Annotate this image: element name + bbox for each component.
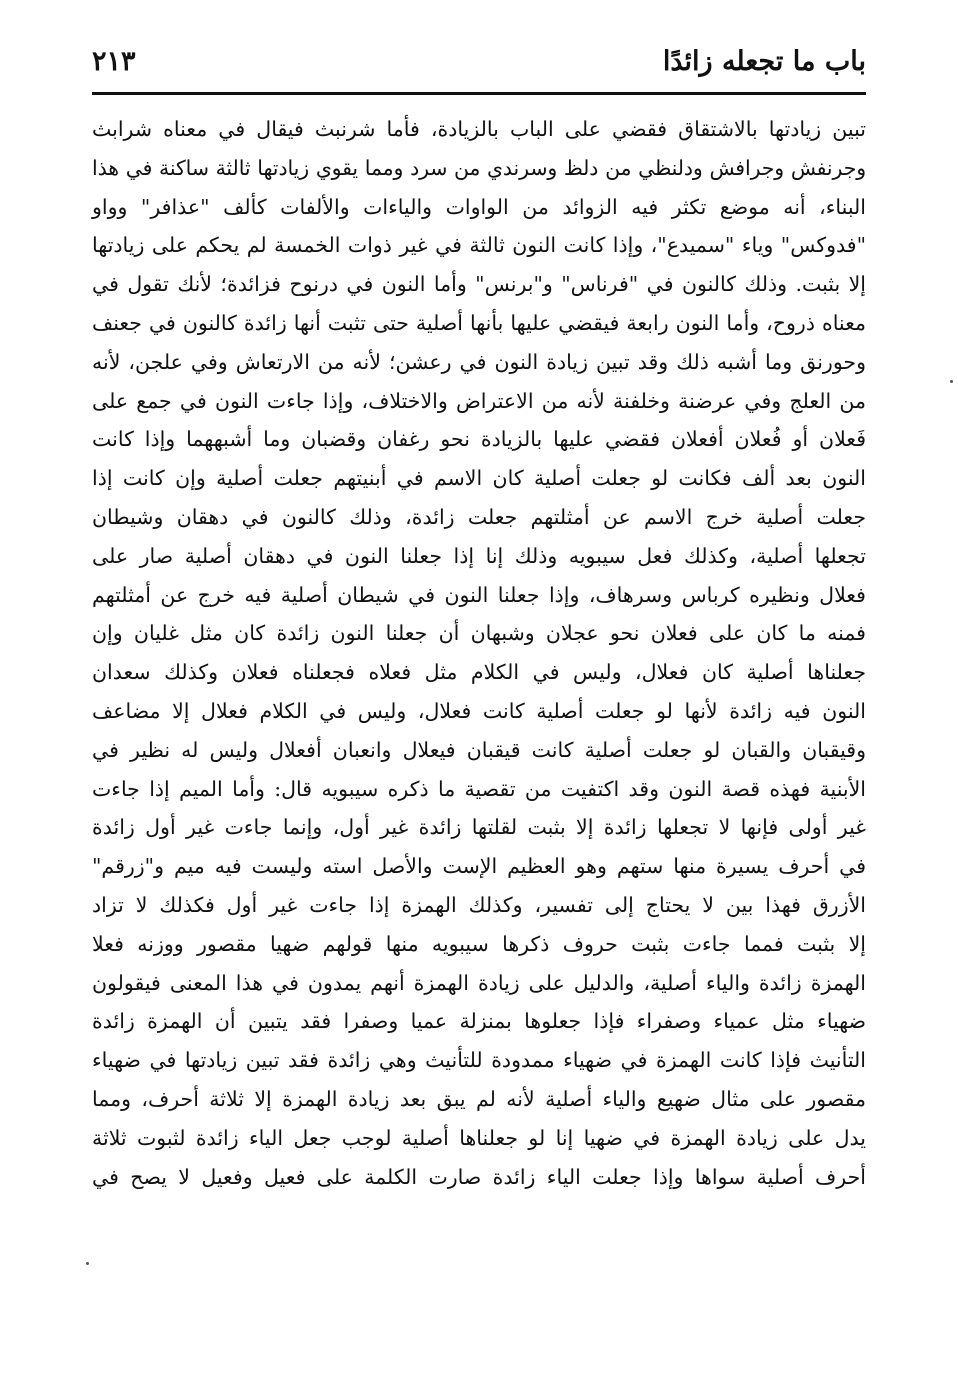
text-line: وحورنق وما أشبه ذلك وقد تبين زيادة النون في رعشن؛ لأنه من الارتعاش وفي علجن، لأنه [92, 349, 866, 374]
text-line: تجعلها أصلية، وكذلك فعل سيبويه وذلك إنا إذا جعلنا النون في دهقان أصلية صار على [92, 543, 866, 568]
text-line: أحرف أصلية سواها وإذا جعلت الياء زائدة صارت الكلمة على فعيل وفعيل لا يصح في [92, 1164, 866, 1189]
scan-speck [86, 1262, 89, 1265]
text-line: فمنه ما كان على فعلان نحو عجلان وشبهان أن جعلنا النون زائدة كان مثل غليان وإن [92, 621, 866, 646]
text-line: من العلج وفي عرضنة وخلفنة لأنه من الاعتراض والاختلاف، وإذا جاءت النون في جمع على [92, 388, 866, 413]
chapter-title: باب ما تجعله زائدًا [662, 46, 866, 77]
text-line: غير أولى فإنها لا تجعلها زائدة إلا بثبت لقلتها زائدة غير أول، وإنما جاءت غير أول زائدة [92, 815, 866, 840]
text-line: الهمزة زائدة والياء أصلية، والدليل على زيادة الهمزة أنهم يمدون في هذا المعنى فيقولون [92, 970, 866, 995]
text-line: النون فيه زائدة لأنها لو جعلت أصلية كانت فعلال، وليس في الكلام فعلال إلا مضاعف [92, 698, 866, 723]
body-text [92, 110, 866, 1196]
page-header [92, 36, 866, 88]
page-number: ٢١٣ [92, 46, 136, 77]
text-line: جعلت أصلية خرج الاسم عن أمثلتهم جعلت زائدة، وذلك كالنون في دهقان وشيطان [92, 504, 866, 529]
scan-speck [950, 380, 953, 383]
text-line: فَعلان أو فُعلان أفعلان فقضي عليها بالزيادة نحو رغفان وقضبان وما أشبههما وإذا كانت [92, 427, 866, 452]
text-line: جعلناها أصلية كان فعلال، وليس في الكلام مثل فعلاه فجعلناه فعلان وكذلك سعدان [92, 660, 866, 685]
text-line: "فدوكس" وياء "سميدع"، وإذا كانت النون ثالثة في غير ذوات الخمسة لم يحكم على زيادتها [92, 233, 866, 258]
text-line: تبين زيادتها بالاشتقاق فقضي على الباب بالزيادة، فأما شرنبث فيقال في معناه شرابث [92, 117, 866, 141]
text-line: وقيقبان والقبان لو جعلت أصلية كانت قيقبان فيعلال وانعبان أفعلال وليس له نظير في [92, 737, 866, 762]
text-line: يدل على زيادة الهمزة في ضهيا إنا لو جعلناها أصلية لوجب جعل الياء زائدة لثبوت ثلاثة [92, 1125, 866, 1150]
text-line: ضهياء مثل عمياء وصفراء فإذا جعلوها بمنزلة عميا وصفرا فقد يتبين أن الهمزة زائدة [92, 1009, 866, 1034]
header-rule [92, 92, 866, 95]
text-line: الأزرق فهذا بين لا يحتاج إلى تفسير، وكذلك الهمزة إذا جاءت غير أول فكذلك لا تزاد [92, 892, 866, 917]
text-line: فعلال ونظيره كرباس وسرهاف، وإذا جعلنا النون في شيطان أصلية فيه خرج عن أمثلتهم [92, 582, 866, 607]
text-line: البناء، أنه موضع تكثر فيه الزوائد من الواوات والياءات والألفات كألف "عذافر" وواو [92, 194, 866, 219]
text-line: إلا بثبت فمما جاءت بثبت حروف ذكرها سيبويه منها قولهم ضهيا مقصور ووزنه فعلا [92, 931, 866, 956]
text-line: معناه ذروح، وأما النون رابعة فيقضي عليها بأنها أصلية حتى تثبت أنها زائدة كالنون في جعنف [92, 310, 866, 335]
text-line: مقصور على مثال ضهيع والياء أصلية لأنه لم يبق بعد زيادة الهمزة إلا ثلاثة أحرف، ومما [92, 1086, 866, 1111]
text-line: النون بعد ألف فكانت لو جعلت أصلية كان الاسم في أبنيتهم جعلت أصلية وإن كانت إذا [92, 466, 866, 491]
text-line: إلا بثبت. وذلك كالنون في "فرناس" و"برنس" وأما النون في درنوح فزائدة؛ لأنك تقول في [92, 272, 866, 297]
text-line: وجرنفش وجرافش ودلنظي من دلظ وسرندي من سرد ومما يقوي زيادتها ثالثة ساكنة في هذا [92, 155, 866, 180]
text-line: الأبنية فهذه قصة النون وقد اكتفيت من تقصية ما ذكره سيبويه قال: وأما الميم إذا جاءت [92, 776, 866, 801]
text-line: التأنيث فإذا كانت الهمزة في ضهياء ممدودة للتأنيث وهي زائدة فقد تبين زيادتها في ضهياء [92, 1048, 866, 1073]
text-line: في أحرف يسيرة منها ستهم وهو العظيم الإست والأصل استه وليست فيه ميم و"زرقم" [92, 854, 866, 879]
